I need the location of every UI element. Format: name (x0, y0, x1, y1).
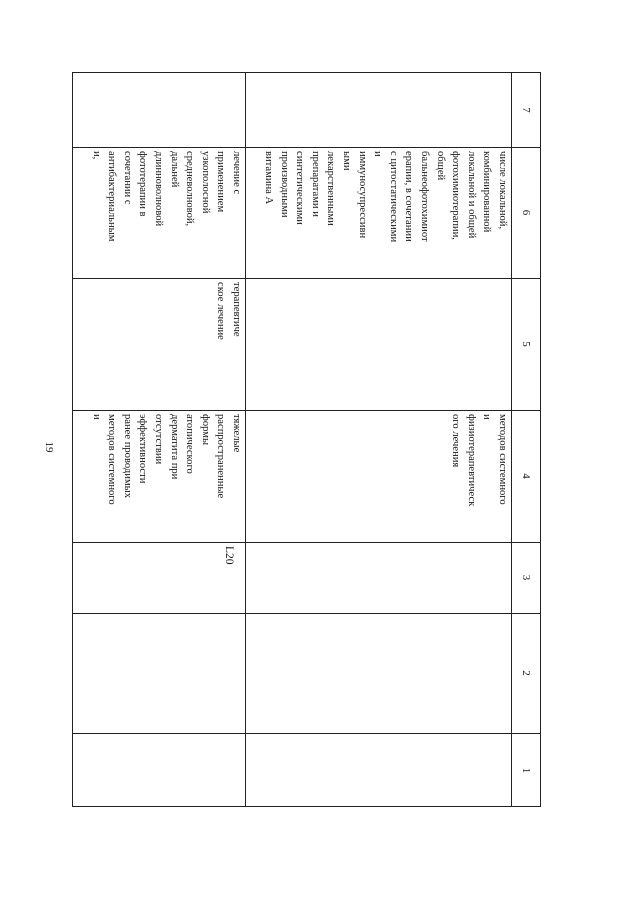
column-divider (73, 613, 540, 614)
cell-line: витамина А (263, 151, 275, 205)
data-table (72, 72, 541, 807)
cell-line: ерапии, в сочетании (403, 151, 415, 242)
column-number-1: 1 (520, 767, 532, 774)
cell-line: формы (199, 414, 211, 446)
cell-line: локальной и общей (465, 151, 477, 239)
cell-line: производными (278, 151, 290, 218)
row1-col6-cell (246, 147, 512, 278)
cell-line: и (372, 151, 384, 157)
cell-line: применением (215, 151, 227, 213)
cell-line: длинноволновой (153, 151, 165, 227)
cell-line: дальней (168, 151, 180, 188)
cell-line: дерматита при (168, 414, 180, 480)
cell-line: антибактериальным (106, 151, 118, 242)
column-number-4: 4 (520, 473, 532, 479)
cell-line: эффективности (137, 414, 149, 484)
cell-line: методов системного (106, 414, 118, 505)
cell-line: ыми (341, 151, 353, 171)
cell-line: синтетическими (294, 151, 306, 225)
cell-line: препаратами и (309, 151, 321, 217)
cell-line: атопического (184, 414, 196, 474)
cell-line: отсутствии (153, 414, 165, 465)
cell-line: сочетании с (121, 151, 133, 205)
row2-col5-cell (71, 278, 246, 410)
cell-line: фотохимиотерапии, (450, 151, 462, 240)
cell-line: средневолновой, (184, 151, 196, 227)
cell-line: лечение с (231, 151, 242, 195)
column-number-5: 5 (520, 341, 532, 347)
cell-line: терапевтиче (231, 282, 242, 337)
row1-col4-cell (246, 410, 512, 542)
page-number: 19 (43, 441, 55, 453)
column-number-6: 6 (520, 209, 532, 216)
cell-line: с цитостатическими (387, 151, 399, 243)
row2-col6-cell (71, 147, 246, 278)
cell-line: распространенные (215, 414, 227, 499)
cell-line: фототерапии в (137, 151, 149, 217)
column-number-7: 7 (520, 107, 532, 113)
cell-line: ское лечение (215, 282, 227, 340)
cell-line: ранее проводимых (121, 414, 133, 499)
cell-line: узкополосной (199, 151, 211, 214)
row2-col4-cell (71, 410, 246, 542)
cell-line: и, (90, 151, 102, 160)
cell-line: иммуносупрессивн (356, 151, 368, 239)
cell-line: и (481, 414, 493, 420)
cell-line: методов системного (497, 414, 508, 505)
column-number-2: 2 (520, 670, 532, 676)
cell-line: лекарственными (325, 151, 337, 226)
cell-line: бальнеофотохимиот (419, 151, 431, 242)
cell-line: ого лечения (450, 414, 462, 468)
cell-line: числе локальной, (497, 151, 508, 230)
cell-line: тяжелые (231, 414, 242, 453)
cell-line: комбинированной (481, 151, 493, 233)
cell-line: и (90, 414, 102, 420)
cell-line: общей (434, 151, 446, 181)
row2-col3-cell: L20 (223, 546, 235, 565)
column-number-3: 3 (520, 574, 532, 581)
cell-line: физиотерапевтическ (465, 414, 477, 507)
column-divider (73, 733, 540, 734)
